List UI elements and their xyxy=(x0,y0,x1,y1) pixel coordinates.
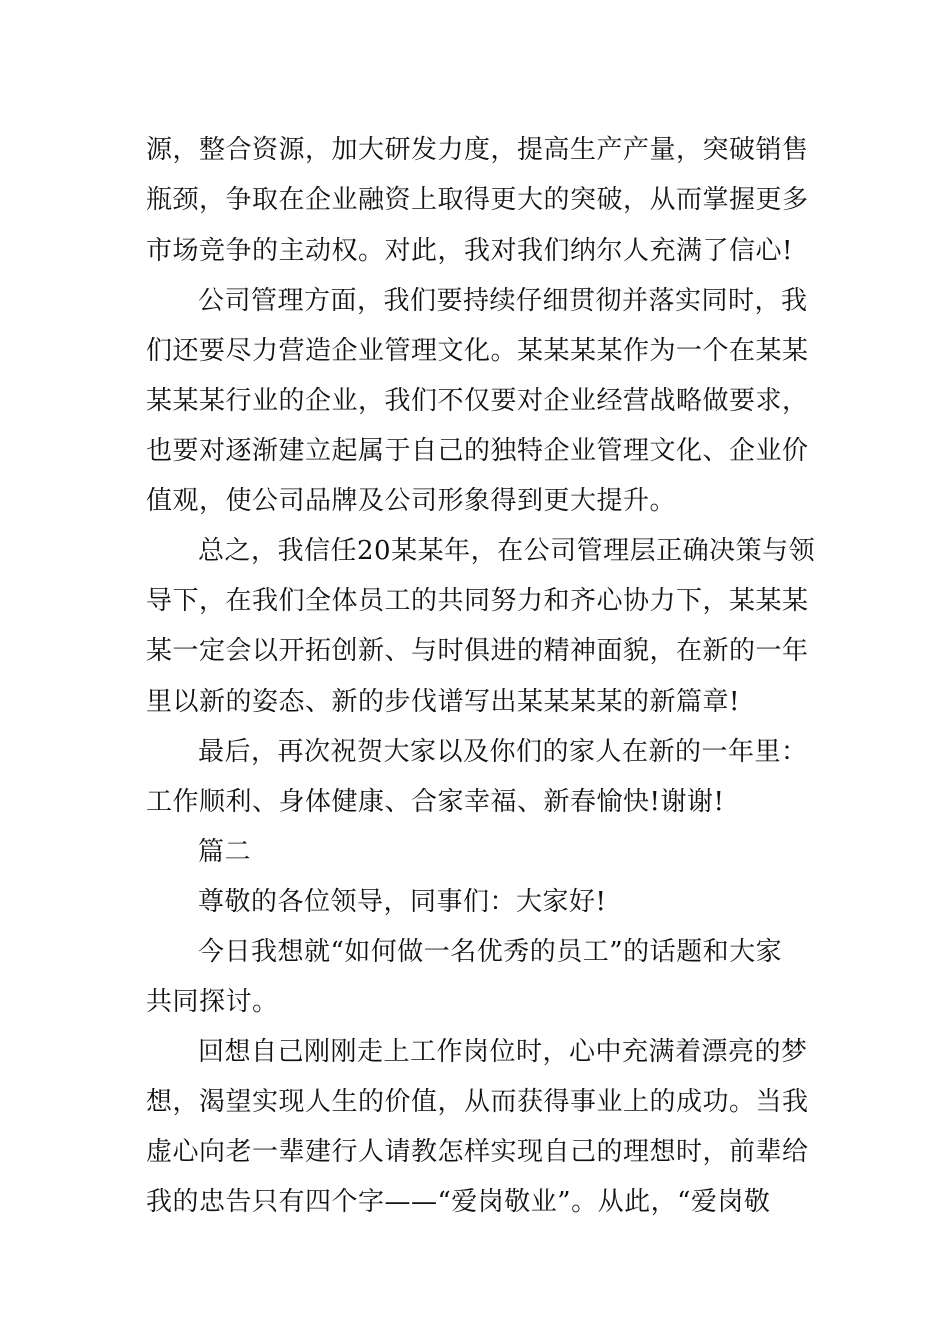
text-line: 里以新的姿态、新的步伐谱写出某某某某的新篇章! xyxy=(146,687,740,717)
text-line: 工作顺利、身体健康、合家幸福、新春愉快!谢谢! xyxy=(146,787,725,817)
text-line: 某某某行业的企业，我们不仅要对企业经营战略做要求， xyxy=(146,386,809,416)
text-line: 们还要尽力营造企业管理文化。某某某某作为一个在某某 xyxy=(146,336,809,366)
text-line: 最后，再次祝贺大家以及你们的家人在新的一年里： xyxy=(198,737,808,767)
text-line: 也要对逐渐建立起属于自己的独特企业管理文化、企业价 xyxy=(146,436,809,466)
text-line: 导下，在我们全体员工的共同努力和齐心协力下，某某某 xyxy=(146,586,809,616)
text-line: 某一定会以开拓创新、与时俱进的精神面貌，在新的一年 xyxy=(146,636,809,666)
text-line: 我的忠告只有四个字——“爱岗敬业”。从此，“爱岗敬 xyxy=(146,1187,771,1217)
text-line: 源，整合资源，加大研发力度，提高生产产量，突破销售 xyxy=(146,135,809,165)
text-line: 想，渴望实现人生的价值，从而获得事业上的成功。当我 xyxy=(146,1087,809,1117)
text-line: 今日我想就“如何做一名优秀的员工”的话题和大家 xyxy=(198,937,783,967)
text-line: 回想自己刚刚走上工作岗位时，心中充满着漂亮的梦 xyxy=(198,1037,808,1067)
text-line: 瓶颈，争取在企业融资上取得更大的突破，从而掌握更多 xyxy=(146,185,809,215)
text-line: 公司管理方面，我们要持续仔细贯彻并落实同时，我 xyxy=(198,286,808,316)
text-line: 共同探讨。 xyxy=(146,987,279,1017)
greeting-line: 尊敬的各位领导，同事们：大家好! xyxy=(198,887,607,917)
text-line: 总之，我信任20某某年，在公司管理层正确决策与领 xyxy=(198,536,816,566)
text-line: 虚心向老一辈建行人请教怎样实现自己的理想时，前辈给 xyxy=(146,1137,809,1167)
text-line: 市场竞争的主动权。对此，我对我们纳尔人充满了信心! xyxy=(146,236,793,266)
section-heading: 篇二 xyxy=(198,837,252,867)
text-line: 值观，使公司品牌及公司形象得到更大提升。 xyxy=(146,486,677,516)
